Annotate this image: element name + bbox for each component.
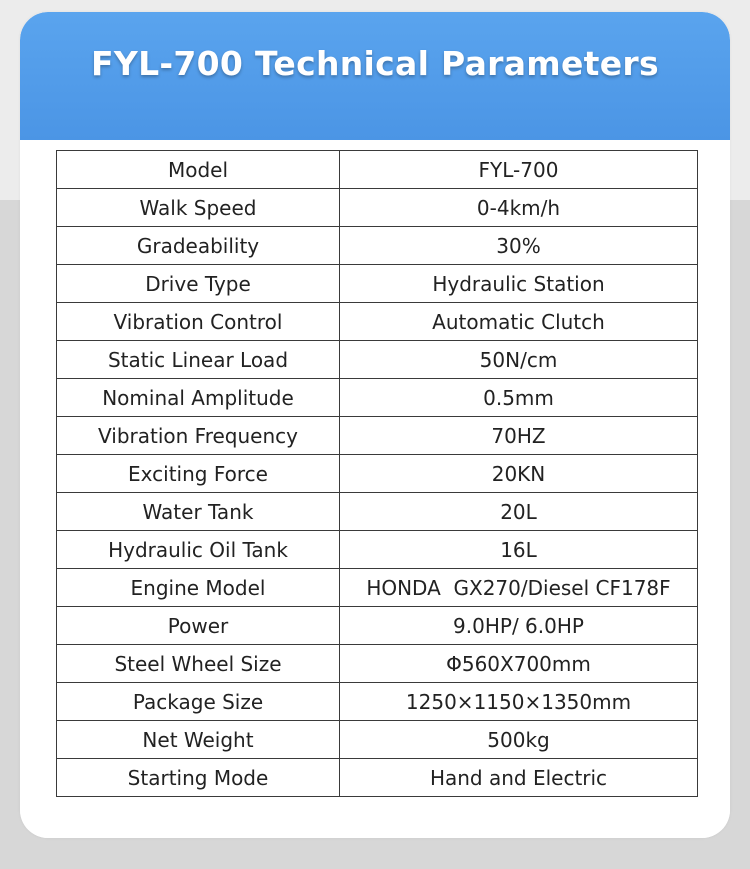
table-row [57, 759, 698, 797]
param-name: Nominal Amplitude [57, 379, 340, 417]
table-row [57, 531, 698, 569]
table-row [57, 379, 698, 417]
param-value: 0-4km/h [340, 189, 698, 227]
param-value: 30% [340, 227, 698, 265]
param-value: Hydraulic Station [340, 265, 698, 303]
table-row [57, 227, 698, 265]
table-row [57, 493, 698, 531]
table-row [57, 607, 698, 645]
param-name: Package Size [57, 683, 340, 721]
param-name: Net Weight [57, 721, 340, 759]
param-name: Model [57, 151, 340, 189]
param-name: Walk Speed [57, 189, 340, 227]
table-row [57, 417, 698, 455]
table-row [57, 341, 698, 379]
table-row [57, 265, 698, 303]
param-name: Engine Model [57, 569, 340, 607]
param-name: Exciting Force [57, 455, 340, 493]
param-value: Automatic Clutch [340, 303, 698, 341]
param-name: Power [57, 607, 340, 645]
param-name: Steel Wheel Size [57, 645, 340, 683]
param-name: Starting Mode [57, 759, 340, 797]
table-row [57, 721, 698, 759]
table-row [57, 455, 698, 493]
table-row [57, 303, 698, 341]
param-value: 0.5mm [340, 379, 698, 417]
param-value: 9.0HP/ 6.0HP [340, 607, 698, 645]
parameters-table [56, 150, 698, 797]
param-value: FYL-700 [340, 151, 698, 189]
table-row [57, 645, 698, 683]
table-row [57, 683, 698, 721]
param-name: Vibration Frequency [57, 417, 340, 455]
param-name: Static Linear Load [57, 341, 340, 379]
spec-card [20, 12, 730, 838]
param-value: 70HZ [340, 417, 698, 455]
param-name: Gradeability [57, 227, 340, 265]
param-name: Vibration Control [57, 303, 340, 341]
param-value: 1250×1150×1350mm [340, 683, 698, 721]
param-value: HONDA GX270/Diesel CF178F [340, 569, 698, 607]
header-banner [20, 12, 730, 140]
param-value: Φ560X700mm [340, 645, 698, 683]
param-value: Hand and Electric [340, 759, 698, 797]
param-name: Water Tank [57, 493, 340, 531]
param-value: 20L [340, 493, 698, 531]
table-row [57, 151, 698, 189]
table-row [57, 569, 698, 607]
param-value: 16L [340, 531, 698, 569]
table-row [57, 189, 698, 227]
param-value: 20KN [340, 455, 698, 493]
page-title: FYL-700 Technical Parameters [91, 44, 659, 83]
param-value: 500kg [340, 721, 698, 759]
param-name: Drive Type [57, 265, 340, 303]
param-value: 50N/cm [340, 341, 698, 379]
param-name: Hydraulic Oil Tank [57, 531, 340, 569]
